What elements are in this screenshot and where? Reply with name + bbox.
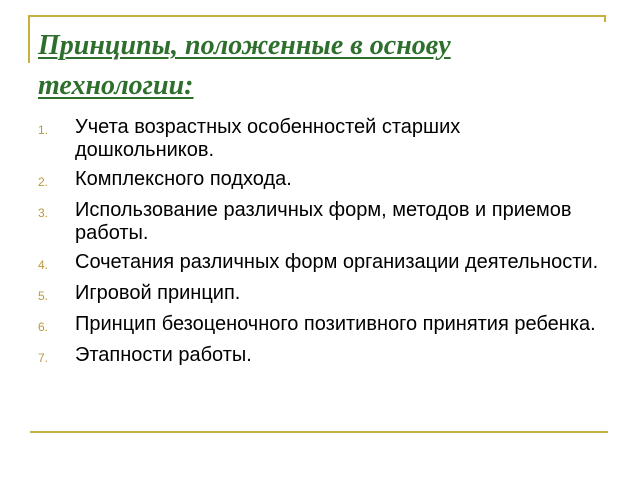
list-item-text: Учета возрастных особенностей старших дошкольников. (75, 116, 461, 161)
list-item-text: Использование различных форм, методов и приемов работы. (75, 199, 572, 244)
list-item-text: Принцип безоценочного позитивного принятия ребенка. (75, 313, 596, 335)
list-item-text: Игровой принцип. (75, 282, 241, 304)
top-border-line (28, 15, 606, 17)
list-item (38, 199, 603, 245)
list-item (38, 282, 603, 307)
list-item (38, 344, 603, 369)
list-item-number: 3. (38, 206, 49, 220)
slide-title: Принципы, положенные в основу технологии: (38, 30, 451, 101)
list-item-number: 2. (38, 175, 49, 189)
list-item-text: Сочетания различных форм организации деятельности. (75, 251, 599, 273)
list-item (38, 313, 603, 338)
list-item-number: 6. (38, 320, 49, 334)
left-accent-line (28, 15, 30, 63)
list-item-text: Комплексного подхода. (75, 168, 292, 190)
bottom-border-line (30, 431, 608, 433)
list-item-number: 7. (38, 351, 49, 365)
top-border-tick (604, 15, 606, 22)
list-item (38, 168, 603, 193)
list-item (38, 251, 603, 276)
list-item-number: 1. (38, 123, 49, 137)
list-item-number: 5. (38, 289, 49, 303)
principles-list (38, 116, 603, 375)
list-item-number: 4. (38, 258, 49, 272)
list-item-text: Этапности работы. (75, 344, 252, 366)
list-item (38, 116, 603, 162)
